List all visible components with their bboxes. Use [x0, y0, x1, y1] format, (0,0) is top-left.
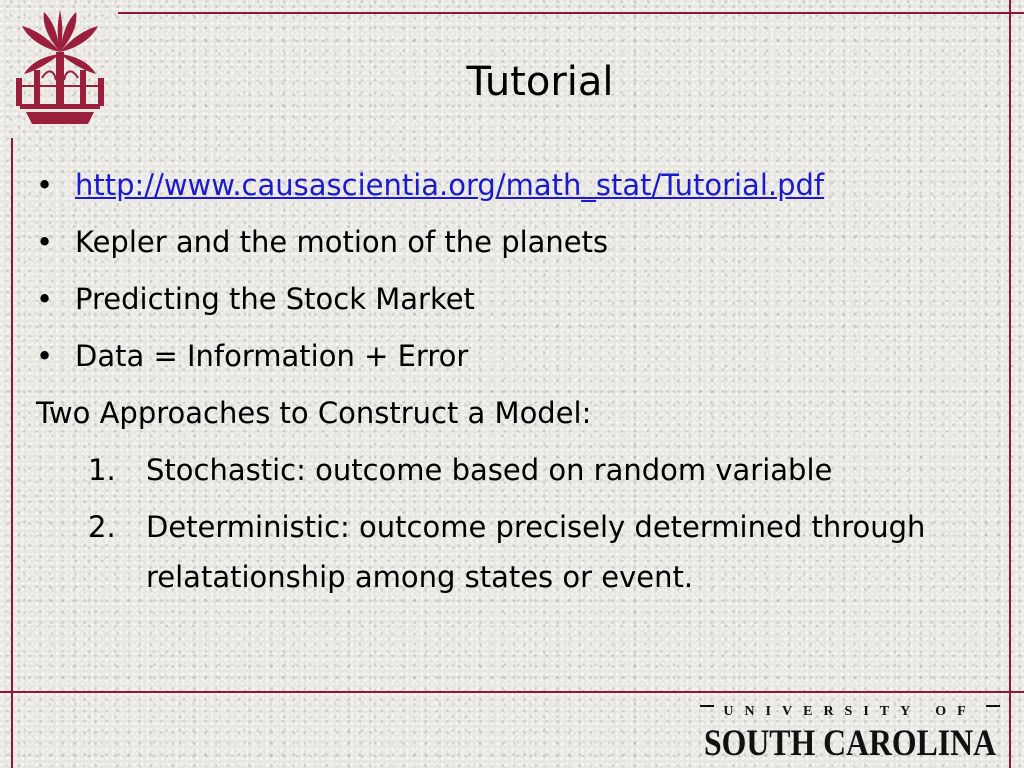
bullet-text: Predicting the Stock Market — [75, 282, 475, 316]
slide-body — [36, 160, 996, 602]
bullet-item — [36, 217, 996, 274]
tutorial-pdf-link[interactable]: http://www.causascientia.org/math_stat/Tutorial.pdf — [75, 168, 825, 202]
bullet-item — [36, 160, 996, 217]
approaches-heading: Two Approaches to Construct a Model: — [36, 396, 592, 430]
item-text: Stochastic: outcome based on random variable — [146, 453, 833, 487]
item-text: Deterministic: outcome precisely determined through relatationship among states or event. — [146, 510, 926, 594]
top-border-rule — [118, 12, 1024, 14]
item-number: 1. — [88, 453, 116, 487]
bullet-text: Data = Information + Error — [75, 339, 469, 373]
bullet-item — [36, 274, 996, 331]
bottom-border-rule — [0, 691, 1024, 693]
slide-title: Tutorial — [466, 59, 614, 105]
palmetto-tree-logo-icon — [12, 8, 108, 128]
bullet-marker: • — [36, 339, 54, 373]
numbered-item — [36, 502, 996, 602]
bullet-marker: • — [36, 168, 54, 202]
right-border-rule — [1009, 0, 1011, 768]
logo-top-line: UNIVERSITY OF — [723, 704, 977, 719]
bullet-item — [36, 331, 996, 388]
item-number: 2. — [88, 510, 116, 544]
bullet-marker: • — [36, 225, 54, 259]
bullet-marker: • — [36, 282, 54, 316]
bullet-text: Kepler and the motion of the planets — [75, 225, 609, 259]
university-of-south-carolina-logo — [700, 700, 1000, 764]
numbered-item — [36, 445, 996, 502]
logo-bottom-line: SOUTH CAROLINA — [704, 723, 997, 764]
left-border-rule — [11, 138, 13, 768]
